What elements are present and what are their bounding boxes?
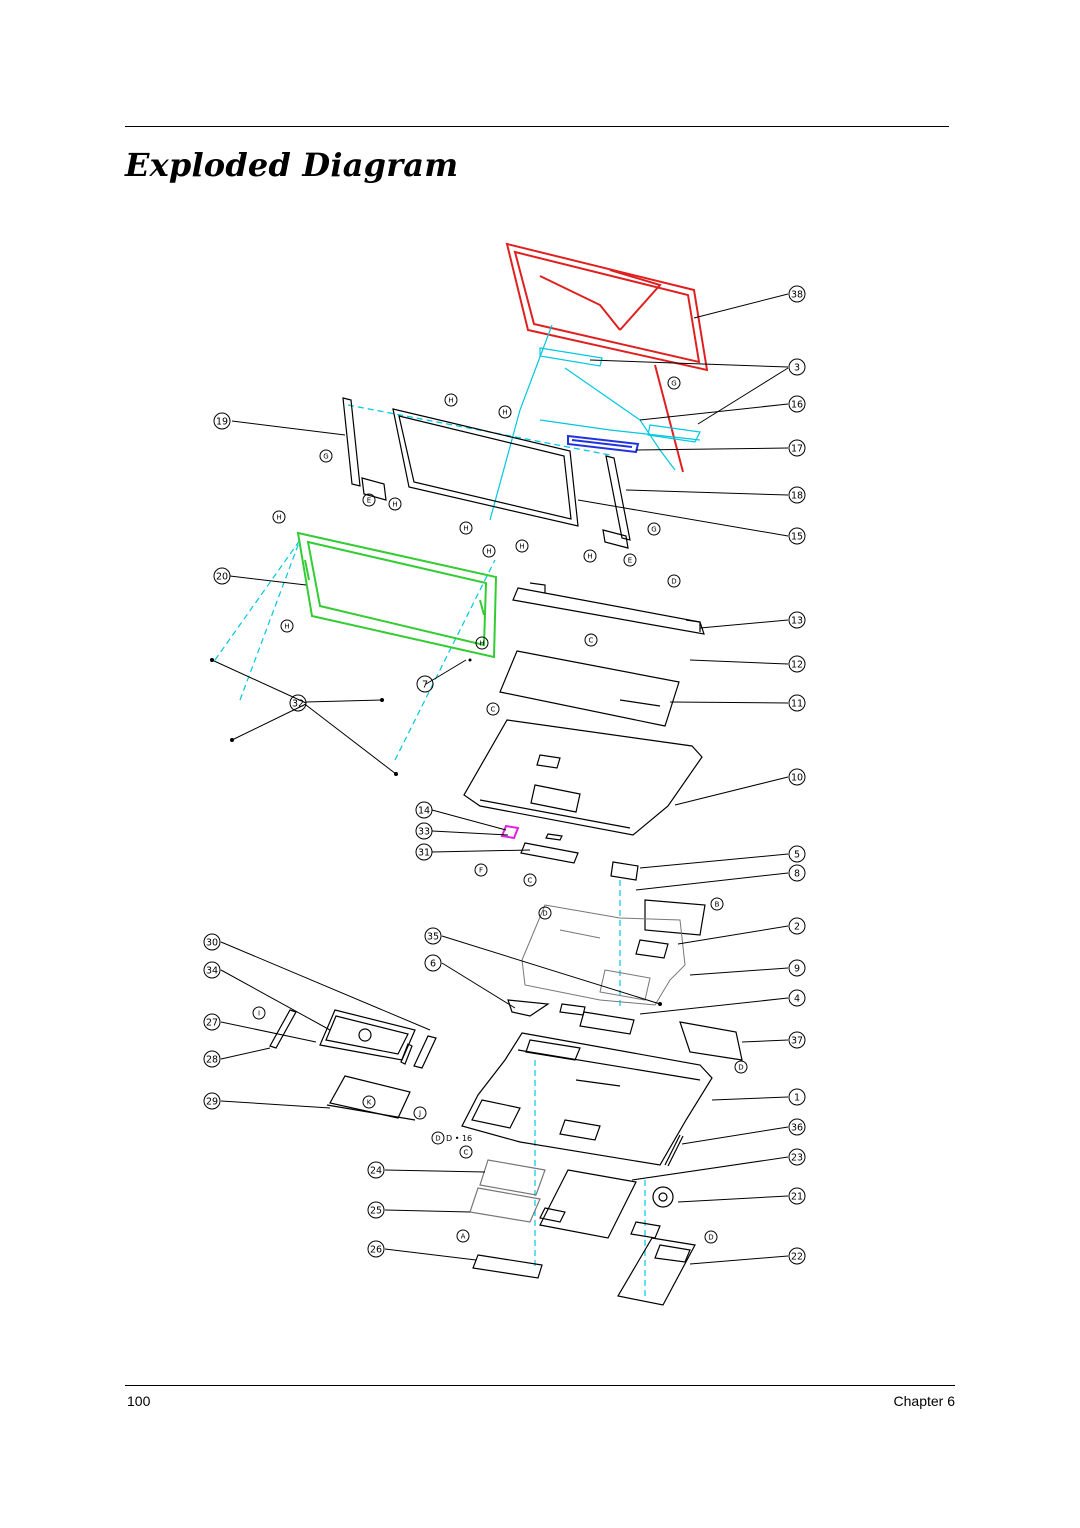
inverter-board xyxy=(568,436,638,452)
callout-34: 34 xyxy=(205,965,219,977)
leader-lines xyxy=(212,294,788,1264)
callout-23: 23 xyxy=(790,1152,804,1164)
callout-5: 5 xyxy=(793,849,801,861)
tag-c: C xyxy=(490,705,496,714)
tag-h: H xyxy=(519,542,525,551)
callout-8: 8 xyxy=(793,868,801,880)
callout-22: 22 xyxy=(790,1251,804,1263)
callout-20: 20 xyxy=(215,571,229,583)
callout-36: 36 xyxy=(790,1122,804,1134)
callout-29: 29 xyxy=(205,1096,219,1108)
tag-d16-label: D • 16 xyxy=(446,1134,473,1143)
tag-h: H xyxy=(502,408,508,417)
tag-g: G xyxy=(651,525,657,534)
callout-31: 31 xyxy=(417,847,431,859)
lcd-panel xyxy=(393,409,578,526)
callout-7: 7 xyxy=(421,679,429,691)
callout-17: 17 xyxy=(790,443,804,455)
optical-drive xyxy=(270,1010,436,1120)
tag-e: E xyxy=(627,556,633,565)
tag-h: H xyxy=(479,639,485,648)
tag-h: H xyxy=(486,547,492,556)
callout-37: 37 xyxy=(790,1035,804,1047)
page-title: Exploded Diagram xyxy=(125,146,459,184)
tag-h: H xyxy=(587,552,593,561)
callout-30: 30 xyxy=(205,937,219,949)
tag-d: D xyxy=(542,909,548,918)
tag-g: G xyxy=(671,379,677,388)
tag-f: F xyxy=(478,866,484,875)
upper-case xyxy=(464,720,702,835)
lower-case xyxy=(462,1033,712,1166)
touchpad-parts xyxy=(502,826,578,863)
callout-6: 6 xyxy=(429,958,437,970)
callout-4: 4 xyxy=(793,993,801,1005)
tag-c: C xyxy=(527,876,533,885)
lcd-cables xyxy=(215,325,700,1300)
tag-d: D xyxy=(708,1233,714,1242)
tag-h: H xyxy=(448,396,454,405)
callout-38: 38 xyxy=(790,289,804,301)
callout-3: 3 xyxy=(793,362,801,374)
tag-d: D xyxy=(671,577,677,586)
tag-h: H xyxy=(463,524,469,533)
hinge-cover xyxy=(513,583,704,634)
tag-h: H xyxy=(276,513,282,522)
tag-h: H xyxy=(284,622,290,631)
callout-28: 28 xyxy=(205,1054,219,1066)
callout-2: 2 xyxy=(793,921,801,933)
callout-14: 14 xyxy=(417,805,431,817)
tag-g: G xyxy=(323,452,329,461)
keyboard xyxy=(500,651,679,726)
callout-10: 10 xyxy=(790,772,804,784)
tag-e: E xyxy=(366,496,372,505)
tag-b: B xyxy=(714,900,720,909)
lcd-brackets xyxy=(343,398,630,548)
tag-c: C xyxy=(463,1148,469,1157)
tag-a: A xyxy=(460,1232,466,1241)
tag-j: J xyxy=(418,1109,422,1118)
callout-33: 33 xyxy=(417,826,431,838)
tag-d: D xyxy=(435,1134,441,1143)
callout-26: 26 xyxy=(369,1244,383,1256)
mainboard xyxy=(522,905,685,1005)
callout-21: 21 xyxy=(790,1191,804,1203)
callout-circles xyxy=(204,286,805,1264)
callout-24: 24 xyxy=(369,1165,383,1177)
callout-19: 19 xyxy=(215,416,229,428)
cpu-fan xyxy=(653,1187,673,1207)
callout-11: 11 xyxy=(790,698,804,710)
callout-32: 32 xyxy=(291,698,305,710)
tag-k: K xyxy=(366,1098,372,1107)
chapter-label: Chapter 6 xyxy=(893,1393,955,1409)
tag-c: C xyxy=(588,636,594,645)
hdd xyxy=(470,1160,545,1222)
callout-16: 16 xyxy=(790,399,804,411)
callout-25: 25 xyxy=(369,1205,383,1217)
callout-13: 13 xyxy=(790,615,804,627)
tag-h: H xyxy=(392,500,398,509)
callout-1: 1 xyxy=(793,1092,801,1104)
lcd-bezel xyxy=(298,533,496,657)
callout-18: 18 xyxy=(790,490,804,502)
screws xyxy=(210,658,662,1006)
tag-i: I xyxy=(257,1009,261,1018)
callout-15: 15 xyxy=(790,531,804,543)
callout-12: 12 xyxy=(790,659,804,671)
callout-27: 27 xyxy=(205,1017,219,1029)
thermal-module xyxy=(611,862,705,958)
callout-35: 35 xyxy=(426,931,440,943)
page-number: 100 xyxy=(127,1393,151,1409)
tag-d: D xyxy=(738,1063,744,1072)
bottom-rule xyxy=(125,1385,955,1386)
callout-9: 9 xyxy=(793,963,801,975)
